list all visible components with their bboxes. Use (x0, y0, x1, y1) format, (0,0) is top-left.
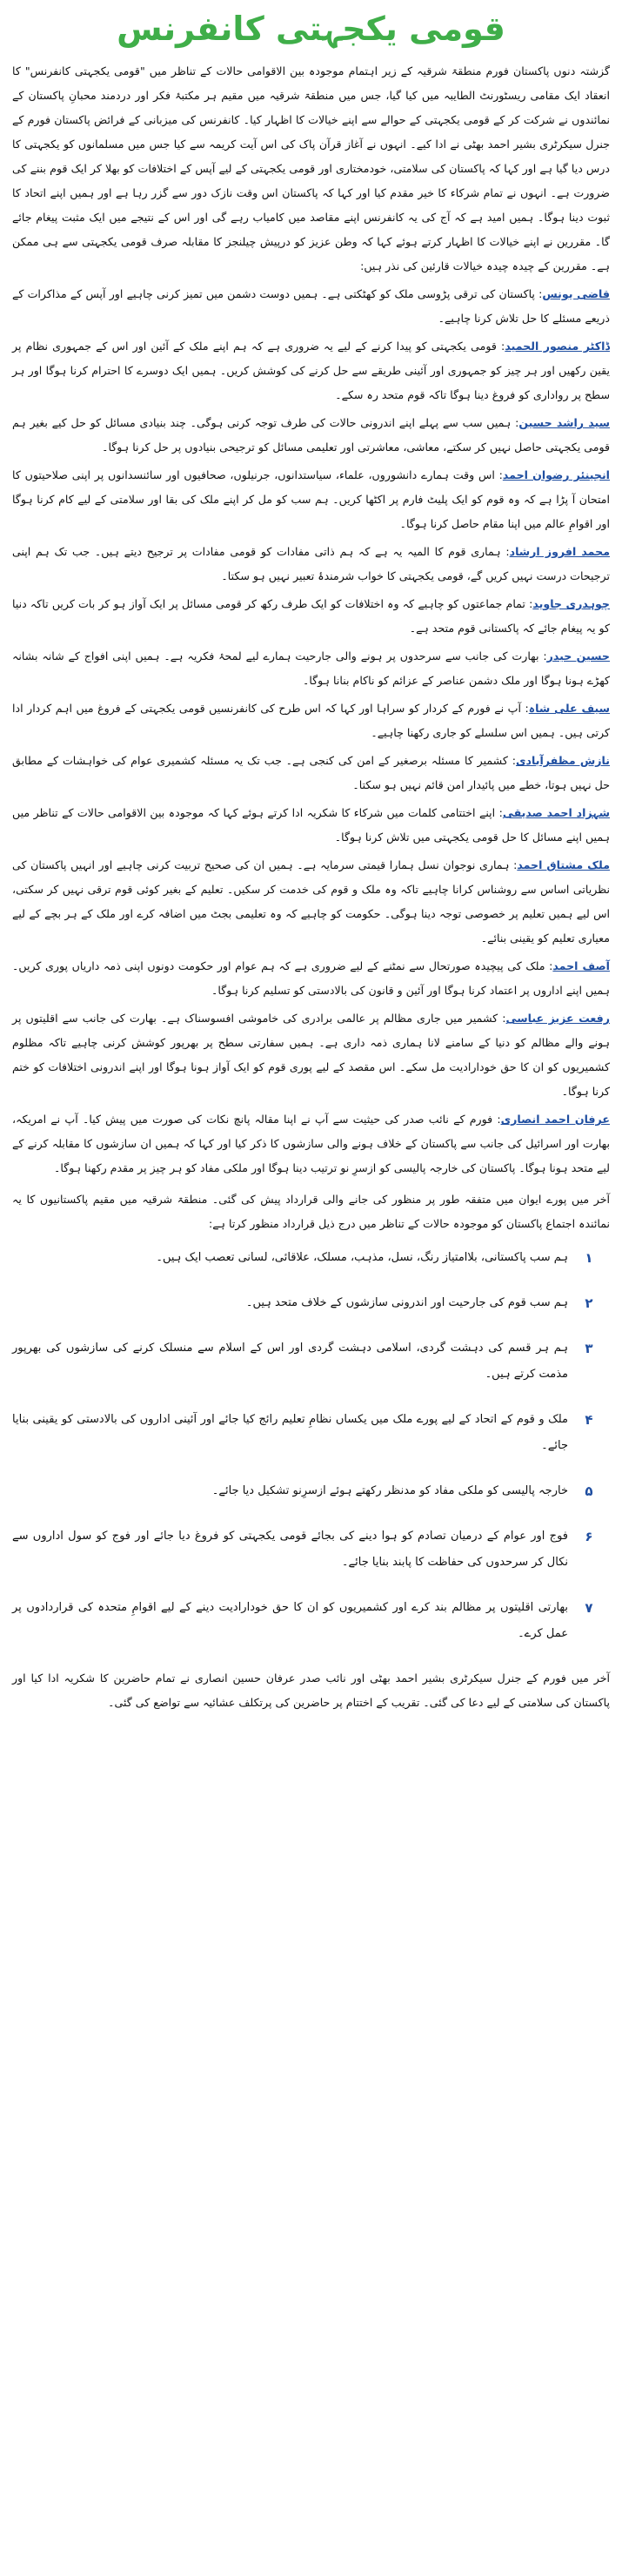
speech-text: اس وقت ہمارے دانشوروں، علماء، سیاستدانوں، جرنیلوں، صحافیوں اور سائنسدانوں پر اپنی صلاحیتوں کا امتحان آ پڑا ہے کہ وہ قوم کو ایک پلیٹ فارم پر اکٹھا کریں۔ ہم سب کو مل کر اپنے ملک کی بقا اور سلامتی کے لیے کام کرنا ہوگا اور اقوامِ عالم میں اپنا مقام حاصل کرنا ہوگا۔ (12, 468, 610, 530)
article-page (0, 2, 622, 2576)
speaker-name: آصف احمد (552, 959, 610, 972)
speech-text: کشمیر کا مسئلہ برصغیر کے امن کی کنجی ہے۔ جب تک یہ مسئلہ کشمیری عوام کی خواہشات کے مطابق حل نہیں ہوتا، خطے میں پائیدار امن قائم نہیں ہو سکتا۔ (12, 754, 610, 791)
speech-paragraph (12, 801, 610, 850)
speech-text: پاکستان کی ترقی پڑوسی ملک کو کھٹکتی ہے۔ ہمیں دوست دشمن میں تمیز کرنی چاہیے اور آپس کے مذاکرات کے ذریعے مسئلے کا حل تلاش کرنا چاہیے۔ (12, 287, 610, 325)
resolution-number: ۴ (585, 1412, 593, 1428)
resolution-item (12, 1523, 610, 1576)
resolution-text: بھارتی اقلیتوں پر مظالم بند کرے اور کشمیریوں کو ان کا حق خودارادیت دینے کے لیے اقوامِ متحدہ کی قراردادوں پر عمل کرے۔ (12, 1601, 568, 1640)
speaker-separator: : (495, 806, 503, 819)
speech-text: تمام جماعتوں کو چاہیے کہ وہ اختلافات کو ایک طرف رکھ کر قومی مسائل پر ایک آواز ہو کر بات کریں تاکہ دنیا کو یہ پیغام جائے کہ پاکستانی قوم متحد ہے۔ (12, 597, 610, 635)
speaker-name: حسین حیدر (546, 649, 610, 662)
resolutions-list (12, 1245, 610, 1647)
speech-paragraph (12, 954, 610, 1003)
resolutions-intro: آخر میں پورے ایوان میں متفقہ طور پر منظور کی جانے والی قرارداد پیش کی گئی۔ منطقۃ شرقیہ میں مقیم پاکستانیوں کا یہ نمائندہ اجتماع پاکستان کو موجودہ حالات کے تناظر میں درج ذیل قرارداد منظور کرتا ہے: (12, 1193, 610, 1230)
speaker-name: انجینئر رضوان احمد (502, 468, 611, 481)
resolution-item (12, 1245, 610, 1271)
resolution-text: ہم سب پاکستانی، بلاامتیاز رنگ، نسل، مذہب، مسلک، علاقائی، لسانی تعصب ایک ہیں۔ (156, 1251, 568, 1264)
speaker-name: سید راشد حسین (518, 416, 610, 429)
speaker-separator: : (538, 649, 547, 662)
resolution-text: ہم سب قوم کی جارحیت اور اندرونی سازشوں کے خلاف متحد ہیں۔ (245, 1296, 568, 1309)
speech-text: اپنے اختتامی کلمات میں شرکاء کا شکریہ ادا کرتے ہوئے کہا کہ موجودہ بین الاقوامی حالات کے تناظر میں ہمیں اپنے مسائل کا حل قومی یکجہتی میں تلاش کرنا ہوگا۔ (12, 806, 610, 844)
speaker-separator: : (500, 545, 510, 558)
speaker-name: نازش مظفرآبادی (515, 754, 611, 767)
speaker-name: قاضی یونس (542, 287, 610, 300)
speaker-separator: : (534, 287, 543, 300)
speech-text: بھارت کی جانب سے سرحدوں پر ہونے والی جارحیت ہمارے لیے لمحۂ فکریہ ہے۔ ہمیں اپنی افواج کے شانہ بشانہ کھڑے ہونا ہوگا اور ملک دشمن عناصر کے عزائم کو ناکام بنانا ہوگا۔ (12, 649, 610, 687)
speaker-separator: : (545, 959, 553, 972)
speaker-name: سیف علی شاہ (528, 702, 610, 715)
article-title: قومی یکجہتی کانفرنس (117, 10, 505, 48)
speech-paragraph (12, 644, 610, 693)
resolution-number: ۲ (585, 1295, 593, 1311)
speaker-name: محمد افروز ارشاد (509, 545, 611, 558)
speaker-separator: : (494, 468, 503, 481)
resolution-text: ہم ہر قسم کی دہشت گردی، اسلامی دہشت گردی اور اس کے اسلام سے منسلک کرنے کی سازشوں کی بھرپور مذمت کرتے ہیں۔ (12, 1342, 568, 1381)
resolution-item (12, 1478, 610, 1504)
resolution-number: ۵ (585, 1483, 593, 1499)
speaker-name: رفعت عزیز عباسی (505, 1012, 611, 1025)
speech-paragraph (12, 749, 610, 797)
speech-paragraph (12, 592, 610, 641)
speech-paragraph (12, 282, 610, 331)
resolution-number: ۱ (585, 1250, 593, 1266)
speaker-separator: : (507, 754, 516, 767)
speech-paragraph (12, 540, 610, 589)
speech-paragraph (12, 1006, 610, 1104)
speaker-separator: : (511, 416, 519, 429)
speech-paragraph (12, 463, 610, 536)
speech-paragraph (12, 334, 610, 407)
speech-text: ہماری نوجوان نسل ہمارا قیمتی سرمایہ ہے۔ ہمیں ان کی صحیح تربیت کرنی چاہیے اور انہیں پاکستان کی نظریاتی اساس سے روشناس کرانا چاہیے تاکہ وہ ملک و قوم کی خدمت کر سکیں۔ تعلیم کے بغیر کوئی قوم ترقی نہیں کر سکتی، اس لیے ہمیں تعلیم پر خصوصی توجہ دینا ہوگی۔ حکومت کو چاہیے کہ وہ تعلیمی بجٹ میں اضافہ کرے اور ملک کے ہر بچے کے لیے معیاری تعلیم کو یقینی بنائے۔ (12, 858, 610, 945)
speech-text: فورم کے نائب صدر کی حیثیت سے آپ نے اپنا مقالہ پانچ نکات کی صورت میں پیش کیا۔ آپ نے امریکہ، بھارت اور اسرائیل کی جانب سے پاکستان کے خلاف ہونے والی سازشوں کا ذکر کیا اور کہا کہ ہمیں ان سازشوں کا مقابلہ کرنے کے لیے متحد ہونا ہوگا۔ پاکستان کی خارجہ پالیسی کو ازسرِ نو ترتیب دینا ہوگا اور ملکی مفاد کو ہر چیز پر مقدم رکھنا ہوگا۔ (12, 1113, 610, 1174)
resolution-item (12, 1407, 610, 1459)
speech-paragraph (12, 853, 610, 951)
speaker-name: شہزاد احمد صدیقی (502, 806, 610, 819)
resolution-text: ملک و قوم کے اتحاد کے لیے پورے ملک میں یکساں نظامِ تعلیم رائج کیا جائے اور آئینی اداروں کی بالادستی کو یقینی بنایا جائے۔ (12, 1413, 568, 1452)
speech-paragraph (12, 411, 610, 460)
resolution-number: ۷ (585, 1600, 593, 1616)
speaker-separator: : (509, 858, 518, 871)
speaker-name: ملک مشتاق احمد (517, 858, 610, 871)
intro-paragraph: گزشتہ دنوں پاکستان فورم منطقۃ شرقیہ کے زیر اہتمام موجودہ بین الاقوامی حالات کے تناظر میں "قومی یکجہتی کانفرنس" کا انعقاد ایک مقامی ریسٹورنٹ الطایبہ میں کیا گیا، جس میں منطقۃ شرقیہ میں مقیم ہر مکتبۂ فکر اور دردمند محبانِ پاکستان کے نمائندوں نے شرکت کر کے قومی یکجہتی کے حوالے سے اپنے خیالات کا اظہار کیا۔ کانفرنس کی میزبانی کے فرائض پاکستان فورم کے جنرل سیکرٹری بشیر احمد بھٹی نے ادا کیے۔ انہوں نے آغاز قرآن پاک کی اس آیت کریمہ سے کیا جس میں مسلمانوں کو یکجہتی کا درس دیا گیا ہے اور کہا کہ پاکستان کی سلامتی، خودمختاری اور قومی یکجہتی کے لیے آپس کے اختلافات کو بھلا کر ایک قوم بننے کی ضرورت ہے۔ انہوں نے تمام شرکاء کا خیر مقدم کیا اور کہا کہ پاکستان اس وقت نازک دور سے گزر رہا ہے اور ہمیں اپنے اتحاد کا ثبوت دینا ہوگا۔ ہمیں امید ہے کہ آج کی یہ کانفرنس اپنے مقاصد میں کامیاب رہے گی اور اس کے نتیجے میں ایک مثبت پیغام جائے گا۔ مقررین نے اپنے خیالات کا اظہار کرتے ہوئے کہا کہ وطن عزیز کو درپیش چیلنجز کا مقابلہ صرف قومی یکجہتی سے ہی ممکن ہے۔ مقررین کے چیدہ چیدہ خیالات قارئین کی نذر ہیں: (12, 64, 610, 272)
resolution-item (12, 1290, 610, 1316)
speech-text: ہمیں سب سے پہلے اپنے اندرونی حالات کی طرف توجہ کرنی ہوگی۔ چند بنیادی مسائل کو حل کیے بغیر ہم قومی یکجہتی حاصل نہیں کر سکتے، معاشی، معاشرتی اور تعلیمی مسائل کو ترجیحی بنیادوں پر حل کرنا ہوگا۔ (12, 416, 610, 454)
resolution-item (12, 1595, 610, 1647)
speaker-separator: : (496, 340, 505, 353)
speaker-separator: : (498, 1012, 506, 1025)
speech-text: کشمیر میں جاری مظالم پر عالمی برادری کی خاموشی افسوسناک ہے۔ بھارت کی جانب سے اقلیتوں پر ہونے والے مظالم کو دنیا کے سامنے لانا ہماری ذمہ داری ہے۔ ہمیں سفارتی سطح پر بھرپور کوشش کرنی چاہیے تاکہ مظلوم کشمیریوں کو ان کا حق خودارادیت مل سکے۔ اس مقصد کے لیے پوری قوم کو ایک آواز ہونا ہوگا اور اپنے اندرونی اختلافات کو ختم کرنا ہوگا۔ (12, 1012, 610, 1098)
resolution-text: خارجہ پالیسی کو ملکی مفاد کو مدنظر رکھتے ہوئے ازسرِنو تشکیل دیا جائے۔ (211, 1484, 568, 1497)
resolution-item (12, 1335, 610, 1388)
speech-paragraph (12, 696, 610, 745)
speech-paragraph (12, 1107, 610, 1180)
speech-text: آپ نے فورم کے کردار کو سراہا اور کہا کہ اس طرح کی کانفرنسیں قومی یکجہتی کے فروغ میں اہم کردار ادا کرتی ہیں۔ ہمیں اس سلسلے کو جاری رکھنا چاہیے۔ (12, 702, 610, 739)
speech-text: ملک کی پیچیدہ صورتحال سے نمٹنے کے لیے ضروری ہے کہ ہم عوام اور حکومت دونوں اپنی ذمہ داریاں پوری کریں۔ ہمیں اپنے اداروں پر اعتماد کرنا ہوگا اور آئین و قانون کی بالادستی کو تسلیم کرنا ہوگا۔ (12, 959, 610, 997)
speeches-section (12, 282, 610, 1180)
speech-text: ہماری قوم کا المیہ یہ ہے کہ ہم ذاتی مفادات کو قومی مفادات پر ترجیح دیتے ہیں۔ جب تک ہم اپنی ترجیحات درست نہیں کریں گے، قومی یکجہتی کا خواب شرمندۂ تعبیر نہیں ہو سکتا۔ (12, 545, 610, 582)
speaker-name: چوہدری جاوید (532, 597, 610, 610)
closing-paragraph: آخر میں فورم کے جنرل سیکرٹری بشیر احمد بھٹی اور نائب صدر عرفان حسین انصاری نے تمام حاضرین کا شکریہ ادا کیا اور پاکستان کی سلامتی کے لیے دعا کی گئی۔ تقریب کے اختتام پر حاضرین کی پرتکلف عشائیہ سے تواضع کی گئی۔ (12, 1671, 610, 1709)
speaker-separator: : (492, 1113, 501, 1126)
resolution-number: ۳ (585, 1341, 593, 1356)
resolution-text: فوج اور عوام کے درمیان تصادم کو ہوا دینے کی بجائے قومی یکجہتی کو فروغ دیا جائے اور فوج کو سول اداروں سے نکال کر سرحدوں کی حفاظت کا پابند بنایا جائے۔ (12, 1530, 568, 1569)
speaker-name: عرفان احمد انصاری (500, 1113, 610, 1126)
speech-text: قومی یکجہتی کو پیدا کرنے کے لیے یہ ضروری ہے کہ ہم اپنے ملک کے آئین اور اس کے جمہوری نظام پر یقین رکھیں اور ہر چیز کو جمہوری اور آئینی طریقے سے حل کرنے کی کوشش کریں۔ ہمیں ایک دوسرے کا احترام کرنا ہوگا اور ہر سطح پر رواداری کو فروغ دینا ہوگا تاکہ قوم متحد رہ سکے۔ (12, 340, 610, 401)
speaker-name: ڈاکٹر منصور الحمید (505, 340, 611, 353)
resolution-number: ۶ (585, 1529, 593, 1544)
speaker-separator: : (520, 702, 529, 715)
speaker-separator: : (525, 597, 533, 610)
